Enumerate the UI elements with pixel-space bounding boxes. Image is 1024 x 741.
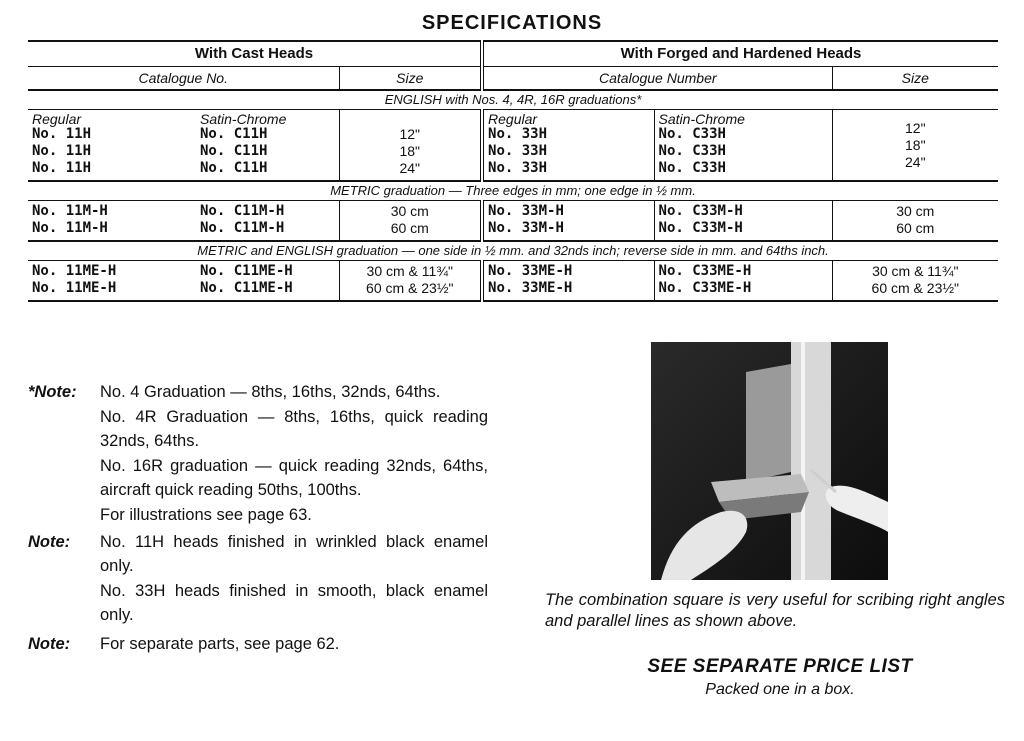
size-value: 60 cm & 23½": [366, 280, 454, 296]
note-label: *Note:: [28, 383, 77, 401]
size-value: 60 cm & 23½": [871, 280, 960, 296]
size-value: 60 cm: [390, 220, 429, 236]
column-size-left: Size: [339, 67, 482, 91]
size-right-cell: [832, 201, 998, 242]
catalogue-number: No. C11H: [200, 143, 268, 159]
satin-chrome-label: Satin-Chrome: [658, 111, 745, 127]
column-size-right: Size: [832, 67, 998, 91]
catalogue-number: No. 11ME-H: [32, 280, 117, 296]
catalogue-number: No. C11H: [200, 160, 268, 176]
note-graduations: [28, 380, 488, 528]
forged-satin-cell: [654, 110, 832, 182]
catalogue-number: No. C11M-H: [200, 203, 285, 219]
cast-satin-cell: [196, 201, 339, 242]
cast-satin-cell: [196, 110, 339, 182]
table-row-metric: [28, 201, 998, 242]
catalogue-number: No. 33ME-H: [488, 280, 573, 296]
catalogue-number: No. C33H: [658, 143, 726, 159]
catalogue-number: No. 33ME-H: [488, 263, 573, 279]
table-row-english: [28, 110, 998, 182]
catalogue-number: No. C33M-H: [658, 203, 743, 219]
size-value: 12": [399, 126, 421, 142]
column-catalogue-left: Catalogue No.: [28, 67, 339, 91]
catalogue-number: No. 33M-H: [488, 203, 564, 219]
forged-regular-cell: [482, 110, 654, 182]
catalogue-number: No. C33H: [658, 126, 726, 142]
note-line: For separate parts, see page 62.: [100, 635, 340, 653]
catalogue-number: No. 11H: [32, 160, 92, 176]
catalogue-number: No. C11ME-H: [200, 280, 293, 296]
price-list-notice: SEE SEPARATE PRICE LIST: [647, 656, 913, 677]
size-value: 18": [905, 137, 926, 153]
note-line: No. 4R Graduation — 8ths, 16ths, quick reading 32nds, 64ths.: [100, 408, 488, 450]
catalogue-number: No. 33H: [488, 160, 548, 176]
catalogue-number: No. 11ME-H: [32, 263, 117, 279]
catalogue-number: No. 33M-H: [488, 220, 564, 236]
size-value: 30 cm: [390, 203, 429, 219]
group-forged-heads: With Forged and Hardened Heads: [482, 41, 998, 67]
regular-label: Regular: [488, 111, 538, 127]
forged-satin-cell: [654, 201, 832, 242]
cast-satin-cell: [196, 261, 339, 302]
size-left-cell: [339, 261, 482, 302]
section-metric-english: METRIC and ENGLISH graduation — one side in ½ mm. and 32nds inch; reverse side in mm. and 64ths inch.: [28, 241, 998, 261]
satin-chrome-label: Satin-Chrome: [200, 111, 287, 127]
page-title: SPECIFICATIONS: [421, 12, 603, 34]
regular-label: Regular: [32, 111, 82, 127]
specifications-table: [28, 40, 998, 302]
catalogue-number: No. 11M-H: [32, 203, 108, 219]
catalogue-number: No. 33H: [488, 126, 548, 142]
catalogue-number: No. C11ME-H: [200, 263, 293, 279]
note-parts: [28, 632, 488, 657]
catalogue-number: No. 11H: [32, 126, 92, 142]
catalogue-number: No. 11H: [32, 143, 92, 159]
note-line: No. 33H heads finished in smooth, black enamel only.: [100, 582, 488, 624]
packing-note: Packed one in a box.: [705, 681, 855, 698]
size-value: 60 cm: [896, 220, 935, 236]
catalogue-number: No. 11M-H: [32, 220, 108, 236]
note-label: Note:: [28, 533, 71, 551]
size-right-cell: [832, 261, 998, 302]
forged-satin-cell: [654, 261, 832, 302]
catalogue-number: No. C11M-H: [200, 220, 285, 236]
group-cast-heads: With Cast Heads: [28, 41, 482, 67]
note-line: No. 16R graduation — quick reading 32nds, 64ths, aircraft quick reading 50ths, 100ths.: [100, 457, 488, 499]
cast-regular-cell: [28, 261, 196, 302]
size-value: 24": [905, 154, 926, 170]
notes-section: [28, 380, 488, 657]
catalogue-number: No. C33ME-H: [658, 280, 752, 296]
catalogue-number: No. C33ME-H: [658, 263, 752, 279]
table-row-metric-english: [28, 261, 998, 302]
note-line: No. 4 Graduation — 8ths, 16ths, 32nds, 64ths.: [100, 383, 441, 401]
forged-regular-cell: [482, 261, 654, 302]
note-line: For illustrations see page 63.: [100, 506, 312, 524]
catalogue-number: No. C33M-H: [658, 220, 743, 236]
note-finish: [28, 530, 488, 628]
cast-regular-cell: [28, 110, 196, 182]
column-catalogue-right: Catalogue Number: [482, 67, 832, 91]
note-line: No. 11H heads finished in wrinkled black enamel only.: [100, 533, 488, 575]
size-value: 12": [905, 120, 926, 136]
size-right-cell: [832, 110, 998, 182]
catalogue-number: No. 33H: [488, 143, 548, 159]
size-value: 30 cm & 11¾": [872, 263, 959, 279]
catalogue-number: No. C11H: [200, 126, 268, 142]
size-value: 30 cm & 11¾": [366, 263, 453, 279]
forged-regular-cell: [482, 201, 654, 242]
section-metric: METRIC graduation — Three edges in mm; one edge in ½ mm.: [28, 181, 998, 201]
size-left-cell: [339, 110, 482, 182]
size-value: 18": [399, 143, 421, 159]
section-english: ENGLISH with Nos. 4, 4R, 16R graduations*: [28, 90, 998, 110]
photo-caption: The combination square is very useful for scribing right angles and parallel lines as shown above.: [545, 591, 1005, 630]
combination-square-photo: [651, 342, 888, 580]
note-label: Note:: [28, 635, 71, 653]
cast-regular-cell: [28, 201, 196, 242]
size-left-cell: [339, 201, 482, 242]
size-value: 30 cm: [896, 203, 935, 219]
size-value: 24": [399, 160, 421, 176]
catalogue-number: No. C33H: [658, 160, 726, 176]
